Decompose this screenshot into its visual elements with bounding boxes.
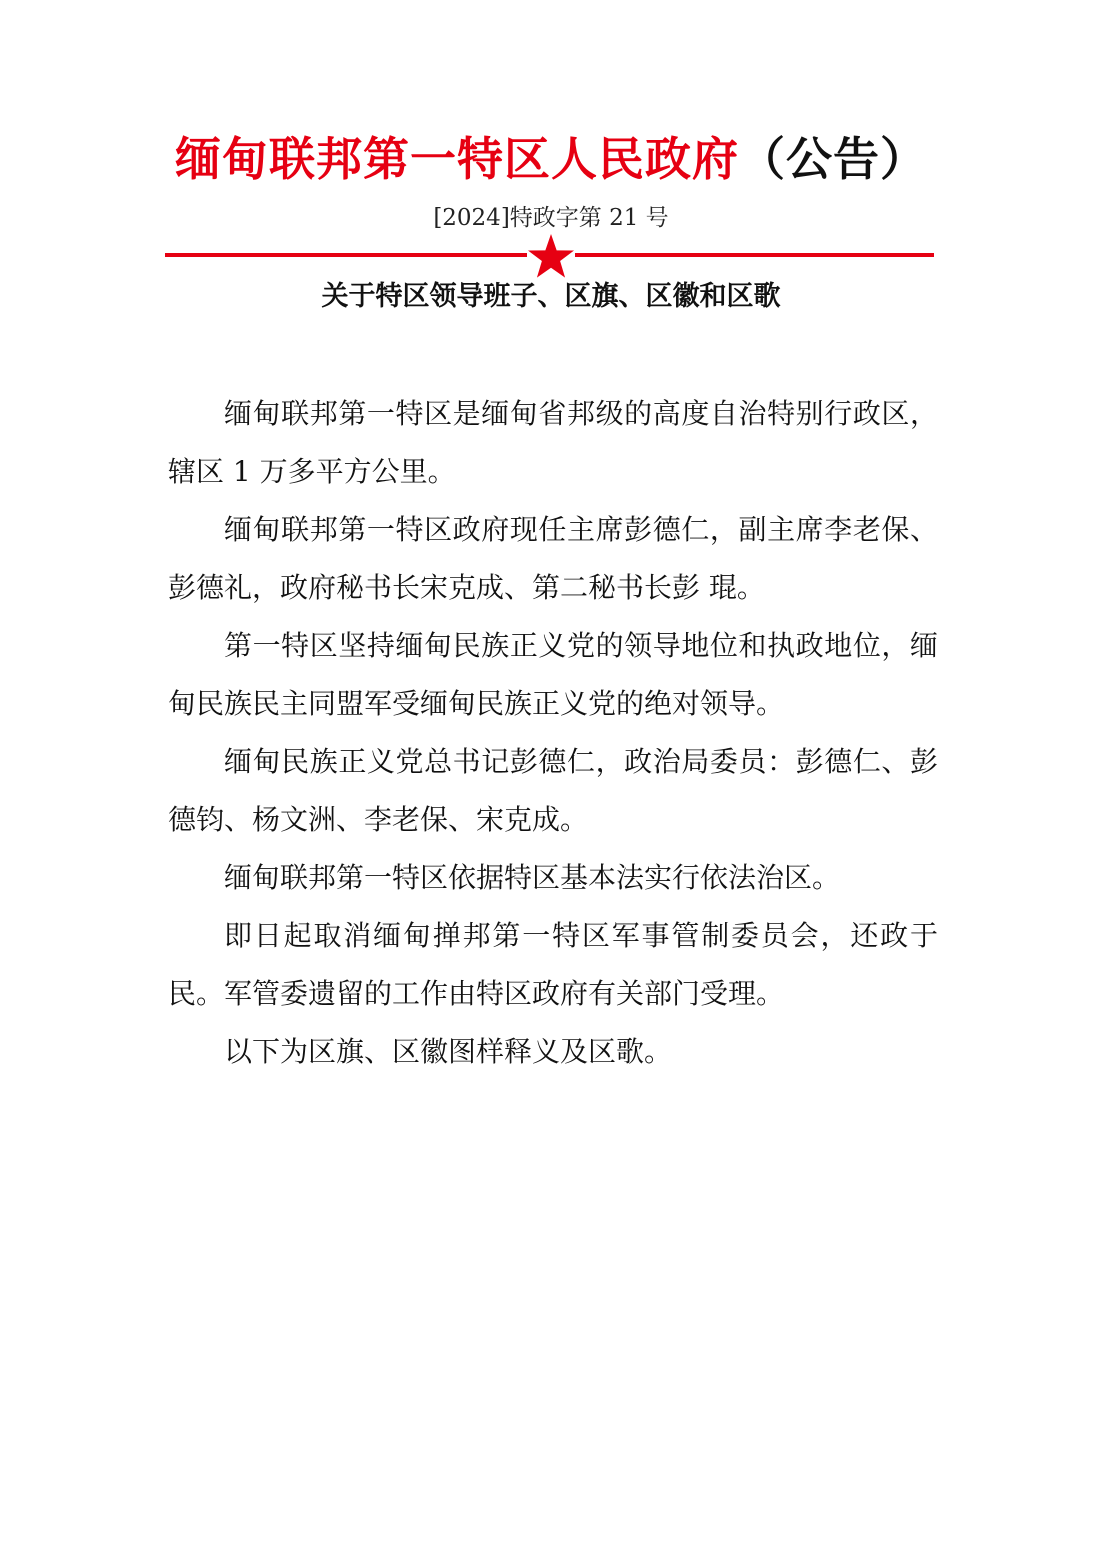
document-body bbox=[168, 385, 938, 1081]
body-paragraph: 即日起取消缅甸掸邦第一特区军事管制委员会，还政于民。军管委遗留的工作由特区政府有关部门受理。 bbox=[168, 919, 938, 1010]
red-star-icon bbox=[527, 233, 575, 279]
document-number: [2024]特政字第 21 号 bbox=[433, 205, 669, 231]
header-rule-left bbox=[165, 253, 527, 257]
body-paragraph: 缅甸联邦第一特区是缅甸省邦级的高度自治特别行政区，辖区 1 万多平方公里。 bbox=[168, 397, 938, 488]
body-paragraph: 缅甸联邦第一特区依据特区基本法实行依法治区。 bbox=[224, 861, 841, 894]
issuing-organization: 缅甸联邦第一特区人民政府 bbox=[175, 132, 739, 186]
body-paragraph: 缅甸联邦第一特区政府现任主席彭德仁，副主席李老保、彭德礼，政府秘书长宋克成、第二秘书长彭 琨。 bbox=[168, 513, 938, 604]
body-paragraph: 以下为区旗、区徽图样释义及区歌。 bbox=[224, 1035, 673, 1068]
document-header bbox=[0, 128, 1102, 190]
document-type: （公告） bbox=[739, 132, 927, 186]
document-subject: 关于特区领导班子、区旗、区徽和区歌 bbox=[321, 281, 781, 312]
body-paragraph: 缅甸民族正义党总书记彭德仁，政治局委员：彭德仁、彭德钧、杨文洲、李老保、宋克成。 bbox=[168, 745, 938, 836]
header-rule-right bbox=[575, 253, 934, 257]
body-paragraph: 第一特区坚持缅甸民族正义党的领导地位和执政地位，缅甸民族民主同盟军受缅甸民族正义党的绝对领导。 bbox=[168, 629, 938, 720]
